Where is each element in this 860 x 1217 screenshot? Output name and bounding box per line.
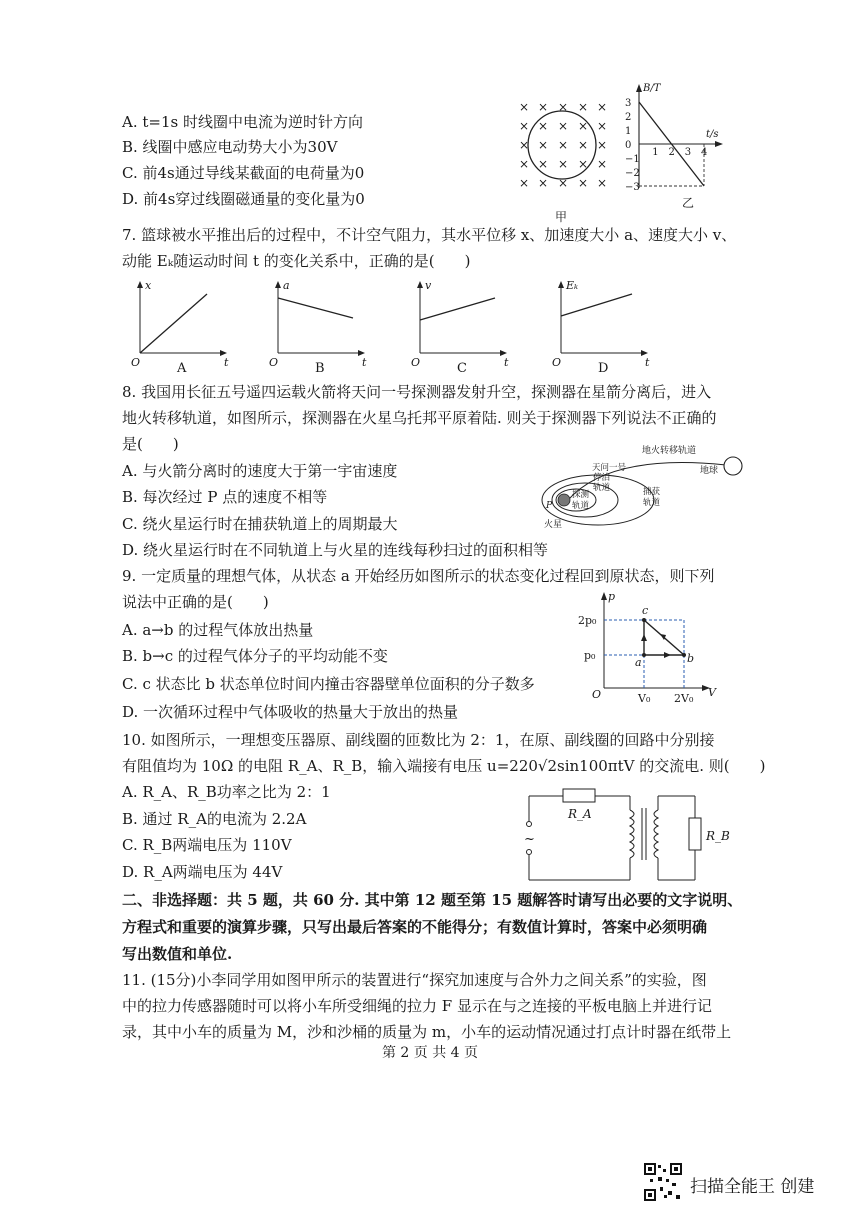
q8-earth-label: 地球 [700,466,719,476]
q9-option-c: C. c 状态比 b 状态单位时间内撞击容器壁单位面积的分子数多 [122,675,535,693]
field-cross-mark: × [558,138,569,152]
field-cross-mark: × [538,100,549,114]
svg-text:x: x [145,279,152,292]
q6-graph-y-label: B/T [643,83,661,94]
field-cross-mark: × [538,176,549,190]
q6-fig-left-label: 甲 [555,210,568,224]
x-tick-label: 3 [684,147,692,158]
y-tick-label: 0 [625,140,632,151]
svg-text:~: ~ [524,832,535,847]
svg-text:a: a [283,279,290,292]
field-cross-mark: × [558,176,569,190]
field-cross-mark: × [578,157,589,171]
q8-stem-3: 是( ) [122,435,179,453]
q7-stem-2: 动能 Eₖ随运动时间 t 的变化关系中，正确的是( ) [122,252,471,270]
svg-text:轨道: 轨道 [572,501,590,511]
svg-text:轨道: 轨道 [593,483,611,493]
section2-line-3: 写出数值和单位. [122,945,233,963]
svg-text:2V₀: 2V₀ [674,692,694,705]
field-cross-mark: × [578,176,589,190]
q7-graph-c [405,280,515,375]
svg-text:O: O [131,356,141,369]
y-tick-label: −2 [625,168,640,179]
svg-text:地火转移轨道: 地火转移轨道 [642,446,697,456]
q9-option-b: B. b→c 的过程气体分子的平均动能不变 [122,647,388,665]
field-cross-mark: × [558,100,569,114]
y-tick-label: 3 [625,98,632,109]
svg-text:b: b [687,652,695,665]
y-tick-label: −1 [625,154,640,165]
field-cross-mark: × [538,138,549,152]
svg-text:t: t [224,356,229,369]
q6-option-d: D. 前4s穿过线圈磁通量的变化量为0 [122,190,365,208]
q11-line-2: 中的拉力传感器随时可以将小车所受细绳的拉力 F 显示在与之连接的平板电脑上并进行记 [122,997,712,1015]
field-cross-mark: × [558,119,569,133]
field-cross-mark: × [578,119,589,133]
field-cross-mark: × [578,138,589,152]
q10-option-b: B. 通过 R_A的电流为 2.2A [122,810,307,828]
svg-text:O: O [411,356,421,369]
q8-stem-2: 地火转移轨道，如图所示，探测器在火星乌托邦平原着陆. 则关于探测器下列说法不正确的 [122,409,717,427]
field-cross-mark: × [519,119,530,133]
q10-stem-2: 有阻值均为 10Ω 的电阻 R_A、R_B，输入端接有电压 u=220√2sin100πtV 的交流电. 则( ) [122,757,766,775]
q7-graph-a-label: A [177,361,187,376]
field-cross-mark: × [558,157,569,171]
q9-pv-diagram [578,590,728,705]
field-cross-mark: × [597,157,608,171]
q10-option-c: C. R_B两端电压为 110V [122,836,292,854]
field-cross-mark: × [519,138,530,152]
svg-text:O: O [552,356,562,369]
y-tick-label: 1 [625,126,632,137]
q6-fig-right-label: 乙 [682,196,695,210]
q7-graph-c-label: C [457,361,467,376]
q7-graph-b-label: B [315,361,325,376]
svg-text:p₀: p₀ [584,649,596,662]
q10-option-d: D. R_A两端电压为 44V [122,863,283,881]
q6-option-c: C. 前4s通过导线某截面的电荷量为0 [122,164,365,182]
svg-text:t: t [504,356,509,369]
field-cross-mark: × [538,157,549,171]
q9-stem-2: 说法中正确的是( ) [122,593,269,611]
q7-graph-a [125,280,235,375]
q8-orbit-figure [530,445,760,545]
field-cross-mark: × [597,119,608,133]
field-cross-mark: × [519,176,530,190]
svg-text:a: a [635,656,642,669]
q6-option-a: A. t=1s 时线圈中电流为逆时针方向 [122,113,363,131]
svg-text:2p₀: 2p₀ [578,614,597,627]
y-tick-label: 2 [625,112,632,123]
field-cross-mark: × [519,100,530,114]
q6-figure-coil [515,95,610,230]
q10-rb-label: R_B [706,829,730,843]
svg-text:轨道: 轨道 [643,498,661,508]
field-cross-mark: × [597,138,608,152]
page-footer: 第 2 页 共 4 页 [381,1045,479,1061]
x-tick-label: 4 [701,147,708,158]
section2-line-2: 方程式和重要的演算步骤，只写出最后答案的不能得分；有数值计算时，答案中必须明确 [122,918,708,936]
field-cross-mark: × [597,100,608,114]
svg-text:探测: 探测 [572,490,590,500]
svg-text:捕获: 捕获 [643,487,661,497]
q7-graph-b [263,280,373,375]
y-tick-label: −3 [625,182,640,193]
section2-line-1: 二、非选择题：共 5 题，共 60 分. 其中第 12 题至第 15 题解答时请写出必要的文字说明、 [122,891,743,909]
q11-line-1: 11. (15分)小李同学用如图甲所示的装置进行“探究加速度与合外力之间关系”的实验，图 [122,971,707,989]
q8-option-a: A. 与火箭分离时的速度大于第一宇宙速度 [122,462,398,480]
q10-option-a: A. R_A、R_B功率之比为 2：1 [122,783,331,801]
q8-point-p: P [546,501,553,511]
svg-text:v: v [425,279,432,292]
svg-text:天问一号: 天问一号 [592,463,627,473]
svg-text:c: c [642,604,649,617]
q10-stem-1: 10. 如图所示，一理想变压器原、副线圈的匝数比为 2：1，在原、副线圈的回路中分别接 [122,731,715,749]
q8-stem-1: 8. 我国用长征五号遥四运载火箭将天问一号探测器发射升空，探测器在星箭分离后，进入 [122,383,712,401]
q8-option-c: C. 绕火星运行时在捕获轨道上的周期最大 [122,515,398,533]
q6-graph-x-label: t/s [706,129,719,140]
q10-ra-label: R_A [568,807,592,821]
svg-text:t: t [645,356,650,369]
qr-code-icon [644,1163,682,1201]
field-cross-mark: × [519,157,530,171]
q8-mars-label: 火星 [544,520,563,530]
svg-text:O: O [269,356,279,369]
svg-text:t: t [362,356,367,369]
q6-option-b: B. 线圈中感应电动势大小为30V [122,138,338,156]
q11-line-3: 录，其中小车的质量为 M，沙和沙桶的质量为 m，小车的运动情况通过打点计时器在纸带上 [122,1023,732,1041]
svg-text:V₀: V₀ [638,692,651,705]
q6-figure-graph [624,80,729,225]
svg-text:p: p [608,590,616,603]
q9-option-d: D. 一次循环过程中气体吸收的热量大于放出的热量 [122,703,459,721]
q7-graph-d [546,280,656,375]
svg-text:O: O [592,688,602,701]
q8-option-d: D. 绕火星运行时在不同轨道上与火星的连线每秒扫过的面积相等 [122,541,549,559]
field-cross-mark: × [597,176,608,190]
svg-text:停泊: 停泊 [593,473,611,483]
svg-text:V: V [708,686,716,699]
x-tick-label: 1 [652,147,659,158]
scanner-watermark: 扫描全能王 创建 [690,1177,815,1197]
field-cross-mark: × [538,119,549,133]
svg-text:Eₖ: Eₖ [566,279,579,292]
q7-graph-d-label: D [598,361,609,376]
q10-transformer-circuit [518,788,738,888]
x-tick-label: 2 [668,147,675,158]
q8-option-b: B. 每次经过 P 点的速度不相等 [122,488,328,506]
field-cross-mark: × [578,100,589,114]
q7-stem-1: 7. 篮球被水平推出后的过程中，不计空气阻力，其水平位移 x、加速度大小 a、速度大小 v、 [122,226,737,244]
q9-stem-1: 9. 一定质量的理想气体，从状态 a 开始经历如图所示的状态变化过程回到原状态，则下列 [122,567,715,585]
q9-option-a: A. a→b 的过程气体放出热量 [122,621,314,639]
